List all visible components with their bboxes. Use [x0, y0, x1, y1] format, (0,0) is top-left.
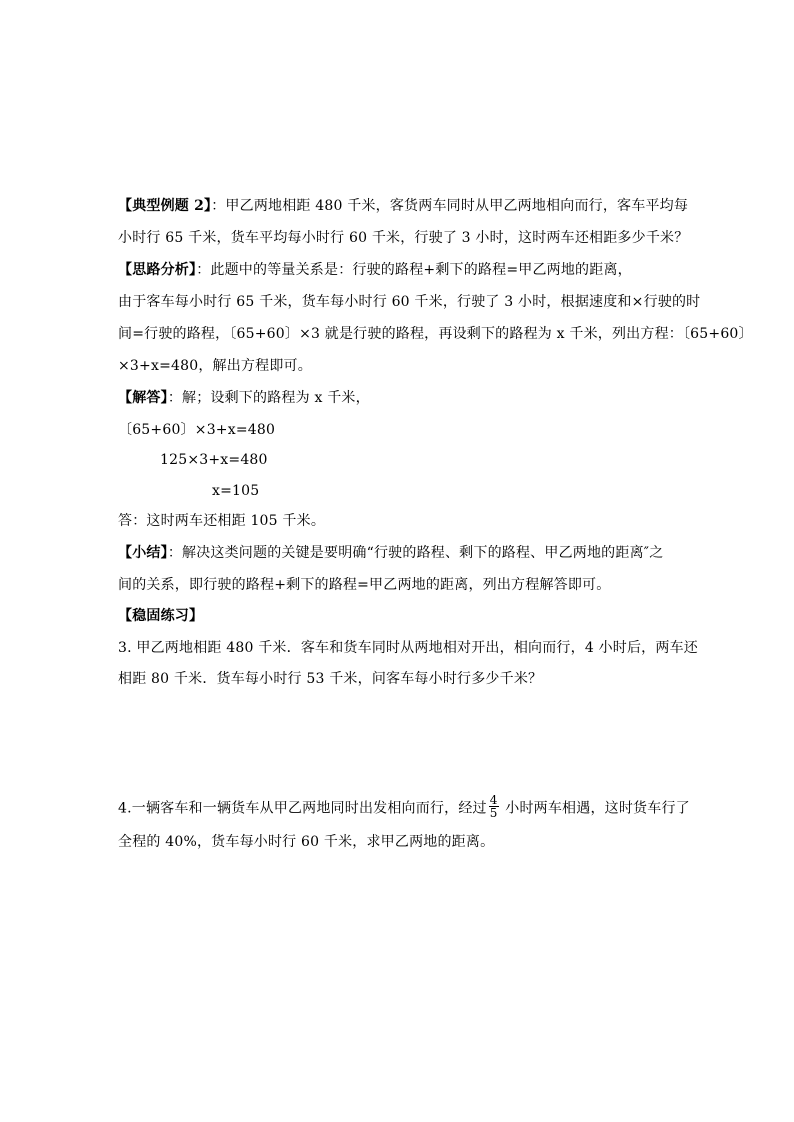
- solution-answer: 答：这时两车还相距 105 千米。: [118, 513, 326, 529]
- question-4-text-b: 小时两车相遇，这时货车行了: [500, 800, 690, 817]
- fraction-four-fifths: [489, 794, 499, 819]
- fraction-denominator: 5: [489, 806, 498, 820]
- solution-text-1: ：解；设剩下的路程为 x 千米，: [167, 390, 370, 406]
- equation-2: 125×3+x=480: [160, 452, 268, 468]
- example-line-2: 小时行 65 千米，货车平均每小时行 60 千米，行驶了 3 小时，这时两车还相距多少千米？: [118, 230, 689, 246]
- analysis-label: 【思路分析】: [118, 262, 197, 278]
- analysis-line-2: 由于客车每小时行 65 千米，货车每小时行 60 千米，行驶了 3 小时，根据速度和×行驶的时: [118, 294, 701, 310]
- analysis-line-3: 间=行驶的路程，〔65+60〕×3 就是行驶的路程，再设剩下的路程为 x 千米，列出方程：〔65+60〕: [118, 326, 753, 342]
- summary-line-1: [118, 543, 663, 563]
- question-3-line-1: 3. 甲乙两地相距 480 千米．客车和货车同时从两地相对开出，相向而行，4 小时后，两车还: [118, 640, 698, 656]
- analysis-line-4: ×3+x=480，解出方程即可。: [118, 358, 312, 374]
- analysis-text-1: ：此题中的等量关系是：行驶的路程+剩下的路程=甲乙两地的距离，: [196, 262, 632, 278]
- solution-label: 【解答】: [118, 390, 168, 406]
- analysis-line-1: [118, 260, 632, 280]
- fraction-numerator: 4: [489, 793, 498, 807]
- equation-1: 〔65+60〕×3+x=480: [118, 422, 276, 438]
- question-4-text-a: 4.一辆客车和一辆货车从甲乙两地同时出发相向而行，经过: [118, 800, 487, 817]
- solution-line-1: [118, 388, 370, 408]
- equation-3: x=105: [212, 483, 260, 499]
- summary-label: 【小结】: [118, 545, 168, 561]
- question-4-line-1: [118, 793, 690, 821]
- example-label: 【典型例题 2】: [118, 198, 212, 214]
- practice-label: 【稳固练习】: [118, 608, 204, 624]
- question-4-line-2: 全程的 40%，货车每小时行 60 千米，求甲乙两地的距离。: [118, 834, 495, 850]
- summary-line-2: 间的关系，即行驶的路程+剩下的路程=甲乙两地的距离，列出方程解答即可。: [118, 577, 611, 593]
- question-3-line-2: 相距 80 千米．货车每小时行 53 千米，问客车每小时行多少千米？: [118, 671, 543, 687]
- example-line-1: [118, 196, 688, 216]
- summary-text-1: ：解决这类问题的关键是要明确“行驶的路程、剩下的路程、甲乙两地的距离″之: [167, 545, 664, 561]
- example-text-1: ：甲乙两地相距 480 千米，客货两车同时从甲乙两地相向而行，客车平均每: [211, 198, 689, 214]
